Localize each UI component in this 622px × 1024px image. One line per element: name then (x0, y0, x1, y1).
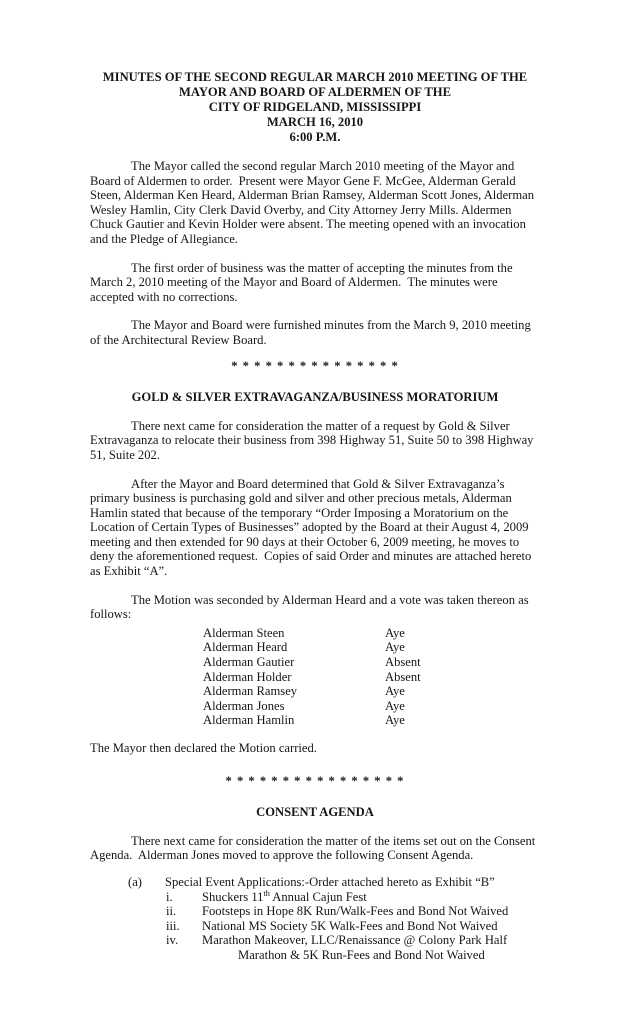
title-line-4: MARCH 16, 2010 (266, 115, 364, 129)
paragraph-motion-to-deny: After the Mayor and Board determined that Gold & Silver Extravaganza’s primary business is purchasing gold and silver and other precious metals, Alderman Hamlin stated that because of the temporary “Order Imposing a Moratorium on the Location of Certain Types of Businesses” adopted by the Board at their August 4, 2009 meeting and then extended for 90 days at their October 6, 2009 meeting, he moves to deny the aforementioned request. Copies of said Order and minutes are attached hereto as Exhibit “A”. (90, 476, 535, 579)
vote-value: Aye (385, 713, 405, 728)
asterisk-separator-1: * * * * * * * * * * * * * * * (231, 358, 399, 373)
vote-value: Aye (385, 698, 405, 713)
paragraph-relocation-request: There next came for consideration the matter of a request by Gold & Silver Extravaganza to relocate their business from 398 Highway 51, Suite 50 to 398 Highway 51, Suite 202. (90, 418, 537, 462)
consent-subitem-ii (90, 904, 540, 919)
paragraph-motion-seconded: The Motion was seconded by Alderman Heard and a vote was taken thereon as follows: (90, 592, 532, 622)
title-line-5: 6:00 P.M. (289, 130, 341, 144)
consent-subitem-iv-continuation: Marathon & 5K Run-Fees and Bond Not Waived (238, 947, 485, 962)
subitem-text-pre: Shuckers 11 (202, 889, 264, 904)
vote-value: Absent (385, 669, 421, 684)
paragraph-opening: The Mayor called the second regular March 2010 meeting of the Mayor and Board of Aldermen to order. Present were Mayor Gene F. McGee, Alderman Gerald Steen, Alderman Ken Heard, Alderman Brian Ramsey, Alderman Scott Jones, Alderman Wesley Hamlin, City Clerk David Overby, and City Attorney Jerry Mills. Aldermen Chuck Gautier and Kevin Holder were absent. The meeting opened with an invocation and the Pledge of Allegiance. (90, 159, 537, 246)
consent-subitem-iv-label: iv. (166, 933, 179, 948)
paragraph-consent-intro: There next came for consideration the matter of the items set out on the Consent Agenda. Alderman Jones moved to approve the following Consent Agenda. (90, 833, 538, 863)
consent-subitem-i (90, 890, 540, 905)
consent-subitem-iii (90, 919, 540, 934)
vote-row (203, 655, 540, 670)
vote-list (203, 626, 540, 728)
paragraph-arb-minutes: The Mayor and Board were furnished minutes from the March 9, 2010 meeting of the Architectural Review Board. (90, 318, 534, 347)
vote-name: Alderman Gautier (203, 655, 295, 670)
vote-row (203, 626, 540, 641)
consent-subitem-i-label: i. (166, 889, 173, 904)
title-line-2: MAYOR AND BOARD OF ALDERMEN OF THE (179, 85, 451, 99)
vote-name: Alderman Holder (203, 669, 292, 684)
vote-value: Aye (385, 684, 405, 699)
section-heading-gold-silver: GOLD & SILVER EXTRAVAGANZA/BUSINESS MORATORIUM (131, 390, 499, 405)
consent-item-a-label: (a) (128, 874, 142, 889)
paragraph-motion-carried: The Mayor then declared the Motion carried. (90, 741, 317, 755)
vote-row (203, 640, 540, 655)
consent-subitem-ii-label: ii. (166, 904, 177, 919)
vote-value: Aye (385, 640, 405, 655)
consent-subitem-ii-text: Footsteps in Hope 8K Run/Walk-Fees and Bond Not Waived (202, 904, 509, 919)
consent-subitem-iv (90, 933, 540, 948)
paragraph-minutes-accepted: The first order of business was the matter of accepting the minutes from the March 2, 2010 meeting of the Mayor and Board of Aldermen. The minutes were accepted with no corrections. (90, 260, 516, 304)
vote-row (203, 699, 540, 714)
vote-row (203, 713, 540, 728)
consent-item-a-text: Special Event Applications:-Order attached hereto as Exhibit “B” (165, 874, 495, 889)
vote-name: Alderman Ramsey (203, 684, 298, 699)
consent-item-a (90, 875, 540, 890)
vote-row (203, 684, 540, 699)
consent-subitem-iii-text: National MS Society 5K Walk-Fees and Bond Not Waived (202, 918, 498, 933)
ordinal-superscript: th (263, 888, 270, 898)
consent-subitem-iv-text: Marathon Makeover, LLC/Renaissance @ Colony Park Half (202, 933, 508, 948)
title-line-3: CITY OF RIDGELAND, MISSISSIPPI (208, 100, 422, 114)
consent-agenda-list (90, 875, 540, 963)
section-heading-consent-agenda: CONSENT AGENDA (256, 805, 374, 820)
vote-row (203, 670, 540, 685)
consent-subitem-i-text (202, 890, 367, 905)
vote-name: Alderman Hamlin (203, 713, 295, 728)
vote-name: Alderman Steen (203, 625, 285, 640)
document-title (90, 70, 540, 145)
asterisk-separator-2: * * * * * * * * * * * * * * * * (225, 773, 405, 788)
vote-value: Absent (385, 655, 421, 670)
subitem-text-post: Annual Cajun Fest (269, 889, 367, 904)
title-line-1: MINUTES OF THE SECOND REGULAR MARCH 2010 MEETING OF THE (102, 70, 528, 84)
vote-name: Alderman Heard (203, 640, 288, 655)
vote-name: Alderman Jones (203, 698, 285, 713)
vote-value: Aye (385, 625, 405, 640)
consent-subitem-iii-label: iii. (166, 918, 180, 933)
